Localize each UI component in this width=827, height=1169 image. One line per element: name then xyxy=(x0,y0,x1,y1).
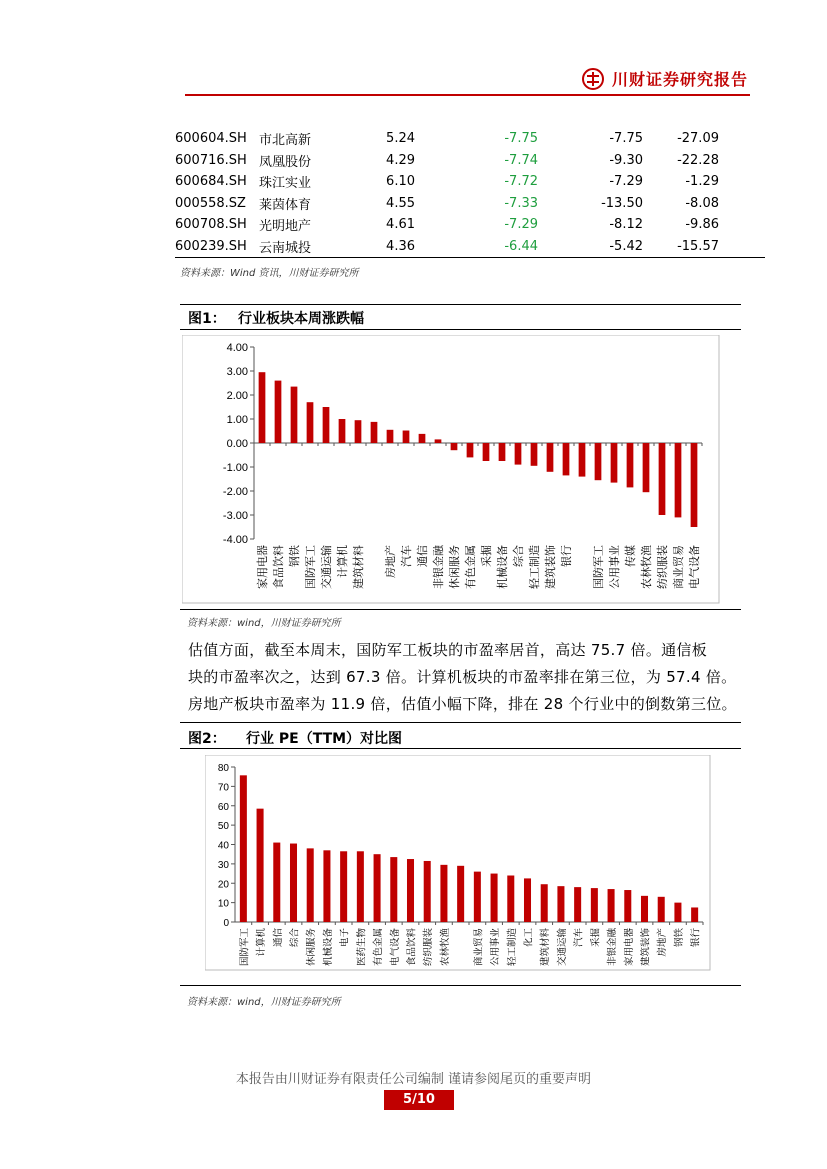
paragraph-line: 块的市盈率次之，达到 67.3 倍。计算机板块的市盈率排在第三位，为 57.4 倍。 xyxy=(188,668,737,686)
stock-price: 4.36 xyxy=(386,238,415,254)
x-category-label: 有色金属 xyxy=(373,928,385,967)
stock-code: 600239.SH xyxy=(175,238,247,254)
x-category-label: 机械设备 xyxy=(322,928,334,967)
table-row xyxy=(175,193,765,215)
y-tick-label: 80 xyxy=(217,763,229,774)
industry-pe-chart xyxy=(205,755,715,975)
x-category-label: 国防军工 xyxy=(239,928,251,967)
x-category-label: 休闲服务 xyxy=(448,545,461,589)
stock-table xyxy=(175,128,765,257)
chart-bar xyxy=(515,443,522,465)
x-category-label: 银行 xyxy=(560,545,573,567)
page-number: 5/10 xyxy=(384,1090,454,1110)
y-tick-label: -3.00 xyxy=(222,510,248,522)
x-category-label: 房地产 xyxy=(384,545,397,578)
chart-bar xyxy=(340,851,347,922)
figure2-source-note: 资料来源：wind，川财证券研究所 xyxy=(187,997,341,1008)
stock-code: 600684.SH xyxy=(175,174,247,190)
chart-bar xyxy=(275,381,282,443)
y-tick-label: 0 xyxy=(223,918,229,929)
figure1-caption-rule xyxy=(180,329,741,330)
chart-bar xyxy=(403,431,410,443)
monthly-change: -13.50 xyxy=(601,195,643,211)
x-category-label: 汽车 xyxy=(400,545,413,567)
x-category-label: 医药生物 xyxy=(356,928,368,967)
x-category-label: 家用电器 xyxy=(256,545,269,589)
stock-name: 莱茵体育 xyxy=(259,197,312,213)
weekly-change: -7.33 xyxy=(504,195,538,211)
y-tick-label: 10 xyxy=(217,898,229,910)
x-category-label: 公用事业 xyxy=(490,928,502,967)
chart-bar xyxy=(507,876,514,923)
figure2-title: 行业 PE（TTM）对比图 xyxy=(246,731,403,747)
x-category-label: 建筑材料 xyxy=(540,928,552,967)
chart-bar xyxy=(419,434,426,443)
chart-bar xyxy=(624,890,631,922)
chart-bar xyxy=(483,443,490,461)
stock-code: 600708.SH xyxy=(175,217,247,233)
table-row xyxy=(175,128,765,150)
figure2-source-rule xyxy=(180,985,741,986)
chart-bar xyxy=(691,443,698,527)
stock-price: 6.10 xyxy=(386,174,415,190)
monthly-change: -9.30 xyxy=(609,152,643,168)
x-category-label: 商业贸易 xyxy=(473,928,485,967)
chart-bar xyxy=(474,872,481,922)
y-tick-label: 40 xyxy=(217,840,229,852)
table-row xyxy=(175,236,765,258)
chart-bar xyxy=(547,443,554,472)
chart-bar xyxy=(491,874,498,922)
stock-name: 云南城投 xyxy=(259,240,312,256)
y-tick-label: 50 xyxy=(217,821,229,833)
y-tick-label: 30 xyxy=(217,859,229,871)
chart-bar xyxy=(675,443,682,517)
chart-bar xyxy=(273,843,280,922)
monthly-change: -5.42 xyxy=(609,238,643,254)
company-logo-icon xyxy=(582,68,604,90)
x-category-label: 食品饮料 xyxy=(406,928,418,967)
x-category-label: 综合 xyxy=(289,928,301,948)
y-tick-label: -4.00 xyxy=(222,534,248,546)
chart-bar xyxy=(541,884,548,922)
paragraph-line: 房地产板块市盈率为 11.9 倍，估值小幅下降，排在 28 个行业中的倒数第三位。 xyxy=(188,695,737,713)
x-category-label: 轻工制造 xyxy=(528,545,541,589)
chart-bar xyxy=(387,430,394,443)
x-category-label: 采掘 xyxy=(480,545,493,567)
chart-bar xyxy=(467,443,474,457)
table-row xyxy=(175,171,765,193)
paragraph-line: 估值方面，截至本周末，国防军工板块的市盈率居首，高达 75.7 倍。通信板 xyxy=(188,641,708,659)
monthly-change: -7.75 xyxy=(609,131,643,147)
x-category-label: 钢铁 xyxy=(673,928,685,948)
x-category-label: 轻工制造 xyxy=(506,928,518,967)
weekly-change: -7.75 xyxy=(504,131,538,147)
y-tick-label: 3.00 xyxy=(226,366,248,378)
x-category-label: 交通运输 xyxy=(320,545,333,589)
chart-bar xyxy=(240,775,247,922)
stock-name: 市北高新 xyxy=(259,133,312,149)
chart-bar xyxy=(643,443,650,492)
x-category-label: 房地产 xyxy=(657,928,669,957)
x-category-label: 计算机 xyxy=(256,928,268,957)
chart-bar xyxy=(595,443,602,480)
chart-bar xyxy=(355,420,362,443)
ytd-change: -1.29 xyxy=(685,174,719,190)
ytd-change: -27.09 xyxy=(677,131,719,147)
weekly-change: -7.72 xyxy=(504,174,538,190)
x-category-label: 通信 xyxy=(416,545,429,567)
stock-price: 5.24 xyxy=(386,131,415,147)
weekly-change: -6.44 xyxy=(504,238,538,254)
stock-code: 000558.SZ xyxy=(175,195,246,211)
x-category-label: 机械设备 xyxy=(496,545,509,589)
ytd-change: -8.08 xyxy=(685,195,719,211)
x-category-label: 汽车 xyxy=(573,928,585,948)
x-category-label: 计算机 xyxy=(336,545,349,578)
x-category-label: 农林牧渔 xyxy=(439,928,451,967)
chart-bar xyxy=(440,865,447,922)
chart-bar xyxy=(674,903,681,922)
x-category-label: 建筑装饰 xyxy=(544,545,557,589)
chart-bar xyxy=(611,443,618,483)
industry-weekly-change-chart xyxy=(182,335,727,605)
chart-bar xyxy=(608,889,615,922)
y-tick-label: 20 xyxy=(217,879,229,891)
x-category-label: 交通运输 xyxy=(556,928,568,967)
chart-bar xyxy=(339,419,346,443)
weekly-change: -7.74 xyxy=(504,152,538,168)
x-category-label: 国防军工 xyxy=(304,545,317,589)
x-category-label: 商业贸易 xyxy=(672,545,685,589)
x-category-label: 电气设备 xyxy=(389,928,401,967)
x-category-label: 综合 xyxy=(512,545,525,567)
x-category-label: 非银金融 xyxy=(607,928,619,967)
x-category-label: 化工 xyxy=(523,928,535,948)
table-bottom-rule xyxy=(175,257,765,258)
figure1-title: 行业板块本周涨跌幅 xyxy=(238,311,364,327)
table-row xyxy=(175,214,765,236)
chart-bar xyxy=(435,439,442,443)
x-category-label: 采掘 xyxy=(590,928,602,948)
x-category-label: 非银金融 xyxy=(432,545,445,589)
stock-price: 4.61 xyxy=(386,217,415,233)
x-category-label: 钢铁 xyxy=(288,545,301,567)
ytd-change: -15.57 xyxy=(677,238,719,254)
monthly-change: -7.29 xyxy=(609,174,643,190)
x-category-label: 公用事业 xyxy=(608,545,621,589)
stock-name: 珠江实业 xyxy=(259,176,312,192)
x-category-label: 国防军工 xyxy=(592,545,605,589)
chart-bar xyxy=(574,887,581,922)
x-category-label: 银行 xyxy=(690,928,702,948)
chart-bar xyxy=(531,443,538,466)
figure1-label: 图1： xyxy=(188,311,226,327)
chart-bar xyxy=(323,850,330,922)
y-tick-label: 0.00 xyxy=(226,438,248,450)
chart-bar xyxy=(451,443,458,450)
ytd-change: -22.28 xyxy=(677,152,719,168)
chart-bar xyxy=(557,886,564,922)
stock-name: 凤凰股份 xyxy=(259,154,312,170)
x-category-label: 建筑材料 xyxy=(352,545,365,589)
chart-bar xyxy=(390,857,397,922)
chart-bar xyxy=(307,402,314,443)
table-source-note: 资料来源：Wind 资讯，川财证券研究所 xyxy=(180,268,359,279)
figure2-label: 图2： xyxy=(188,731,226,747)
figure2-top-rule xyxy=(180,722,741,723)
table-row xyxy=(175,150,765,172)
chart-bar xyxy=(374,854,381,922)
y-tick-label: 1.00 xyxy=(226,414,248,426)
header-divider xyxy=(185,94,750,96)
figure1-top-rule xyxy=(180,304,741,305)
chart-bar xyxy=(291,387,298,443)
chart-bar xyxy=(524,878,531,922)
footer-disclaimer: 本报告由川财证券有限责任公司编制 谨请参阅尾页的重要声明 xyxy=(235,1072,592,1087)
stock-code: 600716.SH xyxy=(175,152,247,168)
y-tick-label: 70 xyxy=(217,782,229,794)
weekly-change: -7.29 xyxy=(504,217,538,233)
chart-bar xyxy=(579,443,586,477)
monthly-change: -8.12 xyxy=(609,217,643,233)
chart-bar xyxy=(627,443,634,487)
figure1-source-note: 资料来源：wind，川财证券研究所 xyxy=(187,618,341,629)
chart-bar xyxy=(659,443,666,515)
x-category-label: 通信 xyxy=(272,928,284,948)
stock-name: 光明地产 xyxy=(259,219,312,235)
x-category-label: 传媒 xyxy=(624,545,637,567)
x-category-label: 纺织服装 xyxy=(656,545,669,589)
y-tick-label: 2.00 xyxy=(226,390,248,402)
chart-bar xyxy=(371,422,378,443)
chart-bar xyxy=(323,407,330,443)
chart-bar xyxy=(641,896,648,922)
x-category-label: 家用电器 xyxy=(623,928,635,967)
stock-code: 600604.SH xyxy=(175,131,247,147)
x-category-label: 有色金属 xyxy=(464,545,477,589)
figure2-caption-rule xyxy=(180,748,741,749)
x-category-label: 休闲服务 xyxy=(306,928,318,967)
chart-bar xyxy=(691,907,698,922)
chart-bar xyxy=(357,851,364,922)
x-category-label: 纺织服装 xyxy=(423,928,435,967)
x-category-label: 食品饮料 xyxy=(272,545,285,589)
figure1-source-rule xyxy=(180,609,741,610)
report-header-title: 川财证券研究报告 xyxy=(612,70,749,89)
chart-bar xyxy=(307,848,314,922)
chart-bar xyxy=(257,809,264,922)
chart-bar xyxy=(457,866,464,922)
chart-bar xyxy=(424,861,431,922)
chart-bar xyxy=(259,372,266,443)
chart-bar xyxy=(563,443,570,475)
chart-bar xyxy=(290,844,297,922)
chart-bar xyxy=(499,443,506,461)
x-category-label: 电气设备 xyxy=(688,545,701,589)
x-category-label: 电子 xyxy=(339,928,351,948)
x-category-label: 农林牧渔 xyxy=(640,545,653,589)
chart-bar xyxy=(407,859,414,922)
x-category-label: 建筑装饰 xyxy=(640,928,652,967)
stock-price: 4.29 xyxy=(386,152,415,168)
chart-bar xyxy=(658,897,665,922)
chart-bar xyxy=(591,888,598,922)
ytd-change: -9.86 xyxy=(685,217,719,233)
stock-price: 4.55 xyxy=(386,195,415,211)
y-tick-label: -2.00 xyxy=(222,486,248,498)
y-tick-label: 60 xyxy=(217,801,229,813)
y-tick-label: -1.00 xyxy=(222,462,248,474)
y-tick-label: 4.00 xyxy=(226,342,248,354)
